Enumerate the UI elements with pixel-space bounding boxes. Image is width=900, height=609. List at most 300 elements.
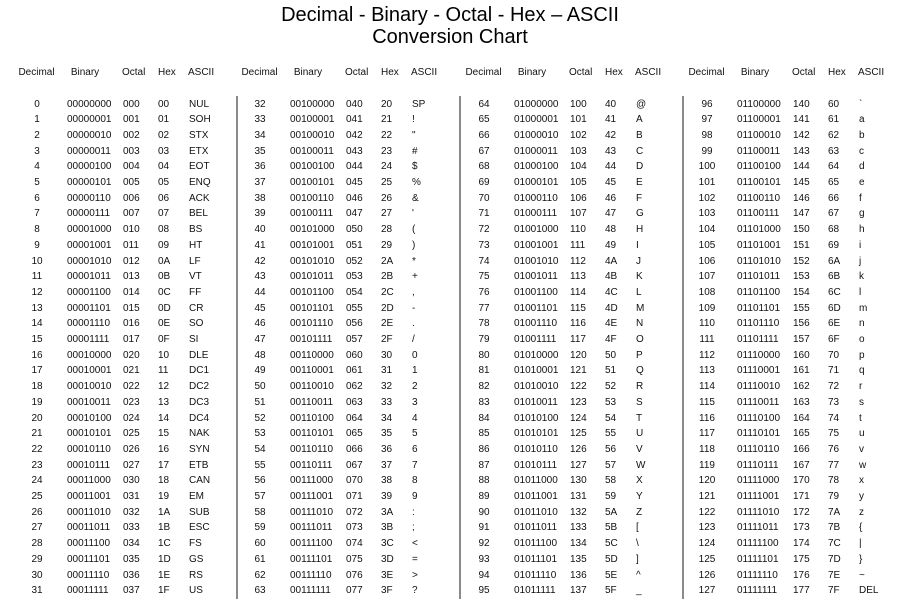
binary-value: 01110000	[737, 349, 781, 361]
table-row	[241, 332, 464, 347]
octal-value: 167	[793, 459, 810, 471]
octal-value: 154	[793, 286, 810, 298]
table-row	[688, 363, 900, 378]
ascii-value: J	[636, 255, 641, 267]
octal-value: 135	[570, 553, 587, 565]
ascii-value: ^	[636, 569, 641, 581]
column-divider-2	[459, 96, 461, 599]
hex-value: 5E	[605, 569, 618, 581]
decimal-value: 112	[699, 349, 715, 361]
binary-value: 01001100	[514, 286, 558, 298]
table-row	[688, 254, 900, 269]
table-row	[688, 505, 900, 520]
ascii-value: EM	[189, 491, 204, 502]
table-row	[241, 348, 464, 363]
octal-value: 027	[123, 459, 140, 471]
decimal-value: 122	[698, 506, 716, 518]
binary-value: 00000001	[67, 114, 112, 126]
hex-value: 78	[828, 475, 840, 487]
decimal-value: 19	[31, 396, 43, 408]
table-row	[18, 222, 241, 237]
table-row	[241, 301, 464, 316]
decimal-value: 86	[478, 443, 490, 455]
binary-value: 00100001	[290, 114, 335, 126]
ascii-value: ;	[412, 522, 415, 534]
hex-value: 56	[605, 443, 617, 455]
table-row	[688, 395, 900, 410]
octal-value: 153	[793, 271, 810, 283]
table-row	[465, 426, 688, 441]
ascii-value: o	[859, 334, 865, 345]
octal-value: 074	[346, 538, 363, 550]
decimal-value: 65	[478, 114, 490, 126]
table-row	[241, 112, 464, 127]
hex-value: 3E	[381, 569, 394, 581]
table-row	[18, 379, 241, 394]
binary-value: 00101101	[290, 302, 334, 314]
octal-value: 077	[346, 585, 363, 597]
table-row	[465, 442, 688, 457]
octal-value: 007	[123, 208, 140, 220]
ascii-value: j	[859, 255, 862, 267]
hex-value: 30	[381, 349, 393, 361]
decimal-value: 73	[478, 239, 490, 251]
decimal-value: 43	[254, 271, 266, 283]
ascii-value: SI	[189, 334, 199, 345]
table-row	[241, 128, 464, 143]
binary-value: 01111111	[737, 585, 778, 597]
table-row	[18, 332, 241, 347]
octal-value: 036	[123, 569, 140, 581]
table-row	[18, 552, 241, 567]
binary-value: 00011100	[67, 538, 111, 550]
binary-value: 00111010	[290, 506, 334, 518]
hex-value: 2B	[381, 271, 394, 283]
binary-value: 00011000	[67, 475, 111, 487]
octal-value: 117	[570, 334, 586, 345]
octal-value: 061	[346, 365, 363, 377]
binary-value: 00101011	[290, 271, 334, 283]
octal-value: 063	[346, 396, 363, 408]
binary-value: 01110110	[737, 443, 780, 455]
column-header-decimal: Decimal	[465, 67, 502, 78]
binary-value: 00110000	[290, 349, 334, 361]
hex-value: 73	[828, 396, 840, 408]
octal-value: 125	[570, 428, 587, 440]
decimal-value: 81	[478, 365, 490, 377]
decimal-value: 1	[34, 114, 40, 126]
decimal-value: 69	[478, 177, 490, 188]
binary-value: 00101001	[290, 239, 335, 251]
table-row	[688, 112, 900, 127]
decimal-value: 9	[34, 239, 40, 251]
hex-value: 53	[605, 396, 617, 408]
table-row	[465, 238, 688, 253]
decimal-value: 70	[478, 192, 490, 204]
octal-value: 001	[123, 114, 140, 126]
table-block-2	[241, 0, 464, 609]
octal-value: 023	[123, 396, 140, 408]
hex-value: 20	[381, 98, 393, 110]
table-row	[688, 536, 900, 551]
ascii-value: S	[636, 396, 643, 408]
binary-value: 01101010	[737, 255, 781, 267]
table-row	[465, 520, 688, 535]
hex-value: 27	[381, 208, 393, 220]
binary-value: 00100110	[290, 192, 334, 204]
ascii-value: ?	[412, 585, 418, 597]
decimal-value: 7	[34, 208, 40, 220]
hex-value: 60	[828, 98, 840, 110]
binary-value: 00000110	[67, 192, 111, 204]
hex-value: 63	[828, 145, 840, 157]
table-row	[465, 222, 688, 237]
hex-value: 15	[158, 428, 170, 440]
ascii-value: BS	[189, 224, 203, 236]
hex-value: 46	[605, 192, 617, 204]
octal-value: 012	[123, 255, 140, 267]
ascii-value: ,	[412, 286, 415, 298]
table-row	[688, 473, 900, 488]
octal-value: 101	[570, 114, 587, 126]
octal-value: 164	[793, 412, 810, 424]
binary-value: 01001011	[514, 271, 558, 283]
octal-value: 073	[346, 522, 363, 534]
binary-value: 01001110	[514, 318, 558, 330]
ascii-value: g	[859, 208, 865, 220]
octal-value: 032	[123, 506, 140, 518]
decimal-value: 71	[478, 208, 490, 220]
decimal-value: 31	[31, 585, 43, 597]
ascii-value: !	[412, 114, 415, 126]
ascii-value: n	[859, 318, 865, 330]
binary-value: 01011000	[514, 475, 558, 487]
octal-value: 062	[346, 381, 363, 393]
ascii-value: HT	[189, 239, 203, 251]
hex-value: 44	[605, 161, 617, 173]
table-row	[688, 159, 900, 174]
ascii-value: US	[189, 585, 203, 597]
binary-value: 00110101	[290, 428, 334, 440]
table-row	[241, 175, 464, 190]
hex-value: 68	[828, 224, 840, 236]
decimal-value: 94	[478, 569, 490, 581]
column-divider-1	[236, 96, 238, 599]
hex-value: 6B	[828, 271, 841, 283]
hex-value: 77	[828, 459, 840, 471]
octal-value: 161	[793, 365, 810, 377]
binary-value: 00110010	[290, 381, 334, 393]
octal-value: 165	[793, 428, 810, 440]
binary-value: 00100100	[290, 161, 335, 173]
hex-value: 7A	[828, 506, 841, 518]
binary-value: 00110100	[290, 412, 334, 424]
binary-value: 00111011	[290, 522, 333, 534]
decimal-value: 58	[254, 506, 266, 518]
decimal-value: 45	[254, 302, 266, 314]
column-header-decimal: Decimal	[688, 67, 725, 78]
table-row	[688, 348, 900, 363]
hex-value: 58	[605, 475, 617, 487]
table-block-1	[18, 0, 241, 609]
octal-value: 150	[793, 224, 810, 236]
binary-value: 01010110	[514, 443, 558, 455]
decimal-value: 33	[254, 114, 266, 126]
table-row	[688, 489, 900, 504]
hex-value: 7D	[828, 553, 841, 565]
hex-value: 1B	[158, 522, 171, 534]
decimal-value: 97	[701, 114, 713, 126]
octal-value: 105	[570, 177, 587, 188]
table-row	[241, 505, 464, 520]
octal-value: 044	[346, 161, 363, 173]
ascii-value: X	[636, 475, 643, 487]
binary-value: 01000100	[514, 161, 559, 173]
binary-value: 01111101	[737, 553, 779, 565]
decimal-value: 74	[478, 255, 490, 267]
ascii-value: N	[636, 318, 644, 330]
table-row	[241, 520, 464, 535]
ascii-value: ETB	[189, 459, 209, 471]
decimal-value: 53	[254, 428, 266, 440]
ascii-value: SP	[412, 98, 426, 110]
binary-value: 00001111	[67, 334, 110, 345]
octal-value: 051	[346, 239, 363, 251]
binary-value: 01010000	[514, 349, 559, 361]
hex-value: 29	[381, 239, 393, 251]
hex-value: 40	[605, 98, 617, 110]
hex-value: 59	[605, 491, 617, 502]
hex-value: 76	[828, 443, 840, 455]
octal-value: 013	[123, 271, 140, 283]
table-row	[688, 552, 900, 567]
ascii-value: %	[412, 177, 421, 188]
decimal-value: 66	[478, 129, 490, 141]
table-row	[465, 473, 688, 488]
octal-value: 072	[346, 506, 363, 518]
ascii-value: ACK	[189, 192, 210, 204]
title-line-2: Conversion Chart	[372, 26, 528, 48]
hex-value: 34	[381, 412, 393, 424]
octal-value: 144	[793, 161, 810, 173]
decimal-value: 109	[698, 302, 716, 314]
binary-value: 01110001	[737, 365, 781, 377]
column-header-ascii: ASCII	[188, 67, 215, 78]
octal-value: 020	[123, 349, 140, 361]
octal-value: 130	[570, 475, 587, 487]
octal-value: 152	[793, 255, 810, 267]
decimal-value: 60	[254, 538, 266, 550]
hex-value: 4E	[605, 318, 618, 330]
hex-value: 32	[381, 381, 393, 393]
table-row	[465, 175, 688, 190]
hex-value: 28	[381, 224, 393, 236]
decimal-value: 35	[254, 145, 266, 157]
ascii-value: NAK	[189, 428, 210, 440]
hex-value: 3D	[381, 553, 394, 565]
octal-value: 157	[793, 334, 810, 345]
ascii-value: M	[636, 302, 645, 314]
table-row	[688, 411, 900, 426]
binary-value: 01110011	[737, 396, 780, 408]
hex-value: 6A	[828, 255, 841, 267]
octal-value: 040	[346, 98, 363, 110]
ascii-value: <	[412, 538, 418, 550]
octal-value: 132	[570, 506, 587, 518]
table-row	[241, 159, 464, 174]
table-row	[688, 128, 900, 143]
octal-value: 136	[570, 569, 587, 581]
decimal-value: 83	[478, 396, 490, 408]
table-row	[241, 411, 464, 426]
octal-value: 113	[570, 271, 586, 283]
octal-value: 107	[570, 208, 587, 220]
hex-value: 5A	[605, 506, 618, 518]
decimal-value: 80	[478, 349, 490, 361]
ascii-value: Q	[636, 365, 644, 377]
hex-value: 0C	[158, 286, 171, 298]
binary-value: 00101010	[290, 255, 335, 267]
ascii-value: O	[636, 334, 644, 345]
binary-value: 00001101	[67, 302, 111, 314]
decimal-value: 32	[254, 98, 266, 110]
ascii-value: ]	[636, 553, 639, 565]
decimal-value: 120	[698, 475, 716, 487]
binary-value: 00111000	[290, 475, 334, 487]
table-row	[18, 489, 241, 504]
hex-value: 01	[158, 114, 170, 126]
octal-value: 112	[570, 255, 586, 267]
decimal-value: 12	[31, 286, 43, 298]
ascii-value: &	[412, 192, 419, 204]
ascii-value: DC4	[189, 412, 210, 424]
octal-value: 171	[793, 491, 810, 502]
table-row	[465, 191, 688, 206]
decimal-value: 96	[701, 98, 713, 110]
ascii-value: BEL	[189, 208, 208, 220]
octal-value: 155	[793, 302, 810, 314]
table-row	[688, 458, 900, 473]
binary-value: 01110111	[737, 459, 779, 471]
decimal-value: 88	[478, 475, 490, 487]
binary-value: 01100011	[737, 145, 781, 157]
hex-value: 4D	[605, 302, 618, 314]
ascii-value: 1	[412, 365, 418, 377]
hex-value: 0D	[158, 302, 171, 314]
table-row	[465, 97, 688, 112]
column-header-octal: Octal	[569, 67, 593, 78]
hex-value: 52	[605, 381, 617, 393]
hex-value: 69	[828, 239, 840, 251]
decimal-value: 106	[698, 255, 716, 267]
table-row	[465, 332, 688, 347]
decimal-value: 36	[254, 161, 266, 173]
decimal-value: 57	[254, 491, 266, 502]
table-row	[688, 191, 900, 206]
binary-value: 00111111	[290, 585, 331, 597]
hex-value: 38	[381, 475, 393, 487]
ascii-value: NUL	[189, 98, 210, 110]
octal-value: 043	[346, 145, 363, 157]
octal-value: 033	[123, 522, 140, 534]
octal-value: 071	[346, 491, 363, 502]
decimal-value: 114	[699, 381, 715, 393]
octal-value: 026	[123, 443, 140, 455]
table-row	[465, 458, 688, 473]
hex-value: 47	[605, 208, 617, 220]
decimal-value: 76	[478, 286, 490, 298]
binary-value: 00110001	[290, 365, 334, 377]
ascii-value: Y	[636, 491, 643, 502]
binary-value: 01001101	[514, 302, 558, 314]
column-header-octal: Octal	[345, 67, 369, 78]
hex-value: 22	[381, 129, 393, 141]
table-row	[241, 442, 464, 457]
table-row	[688, 238, 900, 253]
binary-value: 00111101	[290, 553, 333, 565]
table-row	[18, 269, 241, 284]
binary-value: 01111011	[737, 522, 779, 534]
binary-value: 01001000	[514, 224, 559, 236]
binary-value: 01100100	[737, 161, 781, 173]
ascii-value: `	[859, 98, 863, 110]
binary-value: 01111010	[737, 506, 780, 518]
ascii-value: I	[636, 239, 639, 251]
table-row	[18, 411, 241, 426]
octal-value: 145	[793, 177, 810, 188]
hex-value: 25	[381, 177, 393, 188]
binary-value: 00001011	[67, 271, 111, 283]
ascii-value: VT	[189, 271, 202, 283]
hex-value: 13	[158, 396, 170, 408]
hex-value: 2E	[381, 318, 394, 330]
table-row	[241, 316, 464, 331]
hex-value: 2C	[381, 286, 394, 298]
octal-value: 134	[570, 538, 587, 550]
decimal-value: 41	[254, 239, 266, 251]
table-row	[241, 379, 464, 394]
decimal-value: 37	[254, 177, 266, 188]
hex-value: 33	[381, 396, 393, 408]
octal-value: 172	[793, 506, 810, 518]
column-header-ascii: ASCII	[411, 67, 438, 78]
hex-value: 54	[605, 412, 617, 424]
table-row	[465, 505, 688, 520]
octal-value: 100	[570, 98, 587, 110]
binary-value: 00100111	[290, 208, 334, 220]
binary-value: 00110110	[290, 443, 334, 455]
octal-value: 175	[793, 553, 810, 565]
hex-value: 3F	[381, 585, 393, 597]
ascii-value: 5	[412, 428, 418, 440]
ascii-value: CAN	[189, 475, 211, 487]
ascii-value: W	[636, 459, 646, 471]
binary-value: 00011001	[67, 491, 111, 502]
ascii-value: SOH	[189, 114, 211, 126]
octal-value: 131	[570, 491, 587, 502]
octal-value: 124	[570, 412, 587, 424]
binary-value: 00000000	[67, 98, 112, 110]
table-row	[18, 536, 241, 551]
octal-value: 176	[793, 569, 810, 581]
hex-value: 37	[381, 459, 393, 471]
ascii-value: $	[412, 161, 418, 173]
decimal-value: 63	[254, 585, 266, 597]
ascii-value: 4	[412, 412, 418, 424]
decimal-value: 100	[698, 161, 716, 173]
table-row	[18, 175, 241, 190]
column-header-ascii: ASCII	[635, 67, 662, 78]
